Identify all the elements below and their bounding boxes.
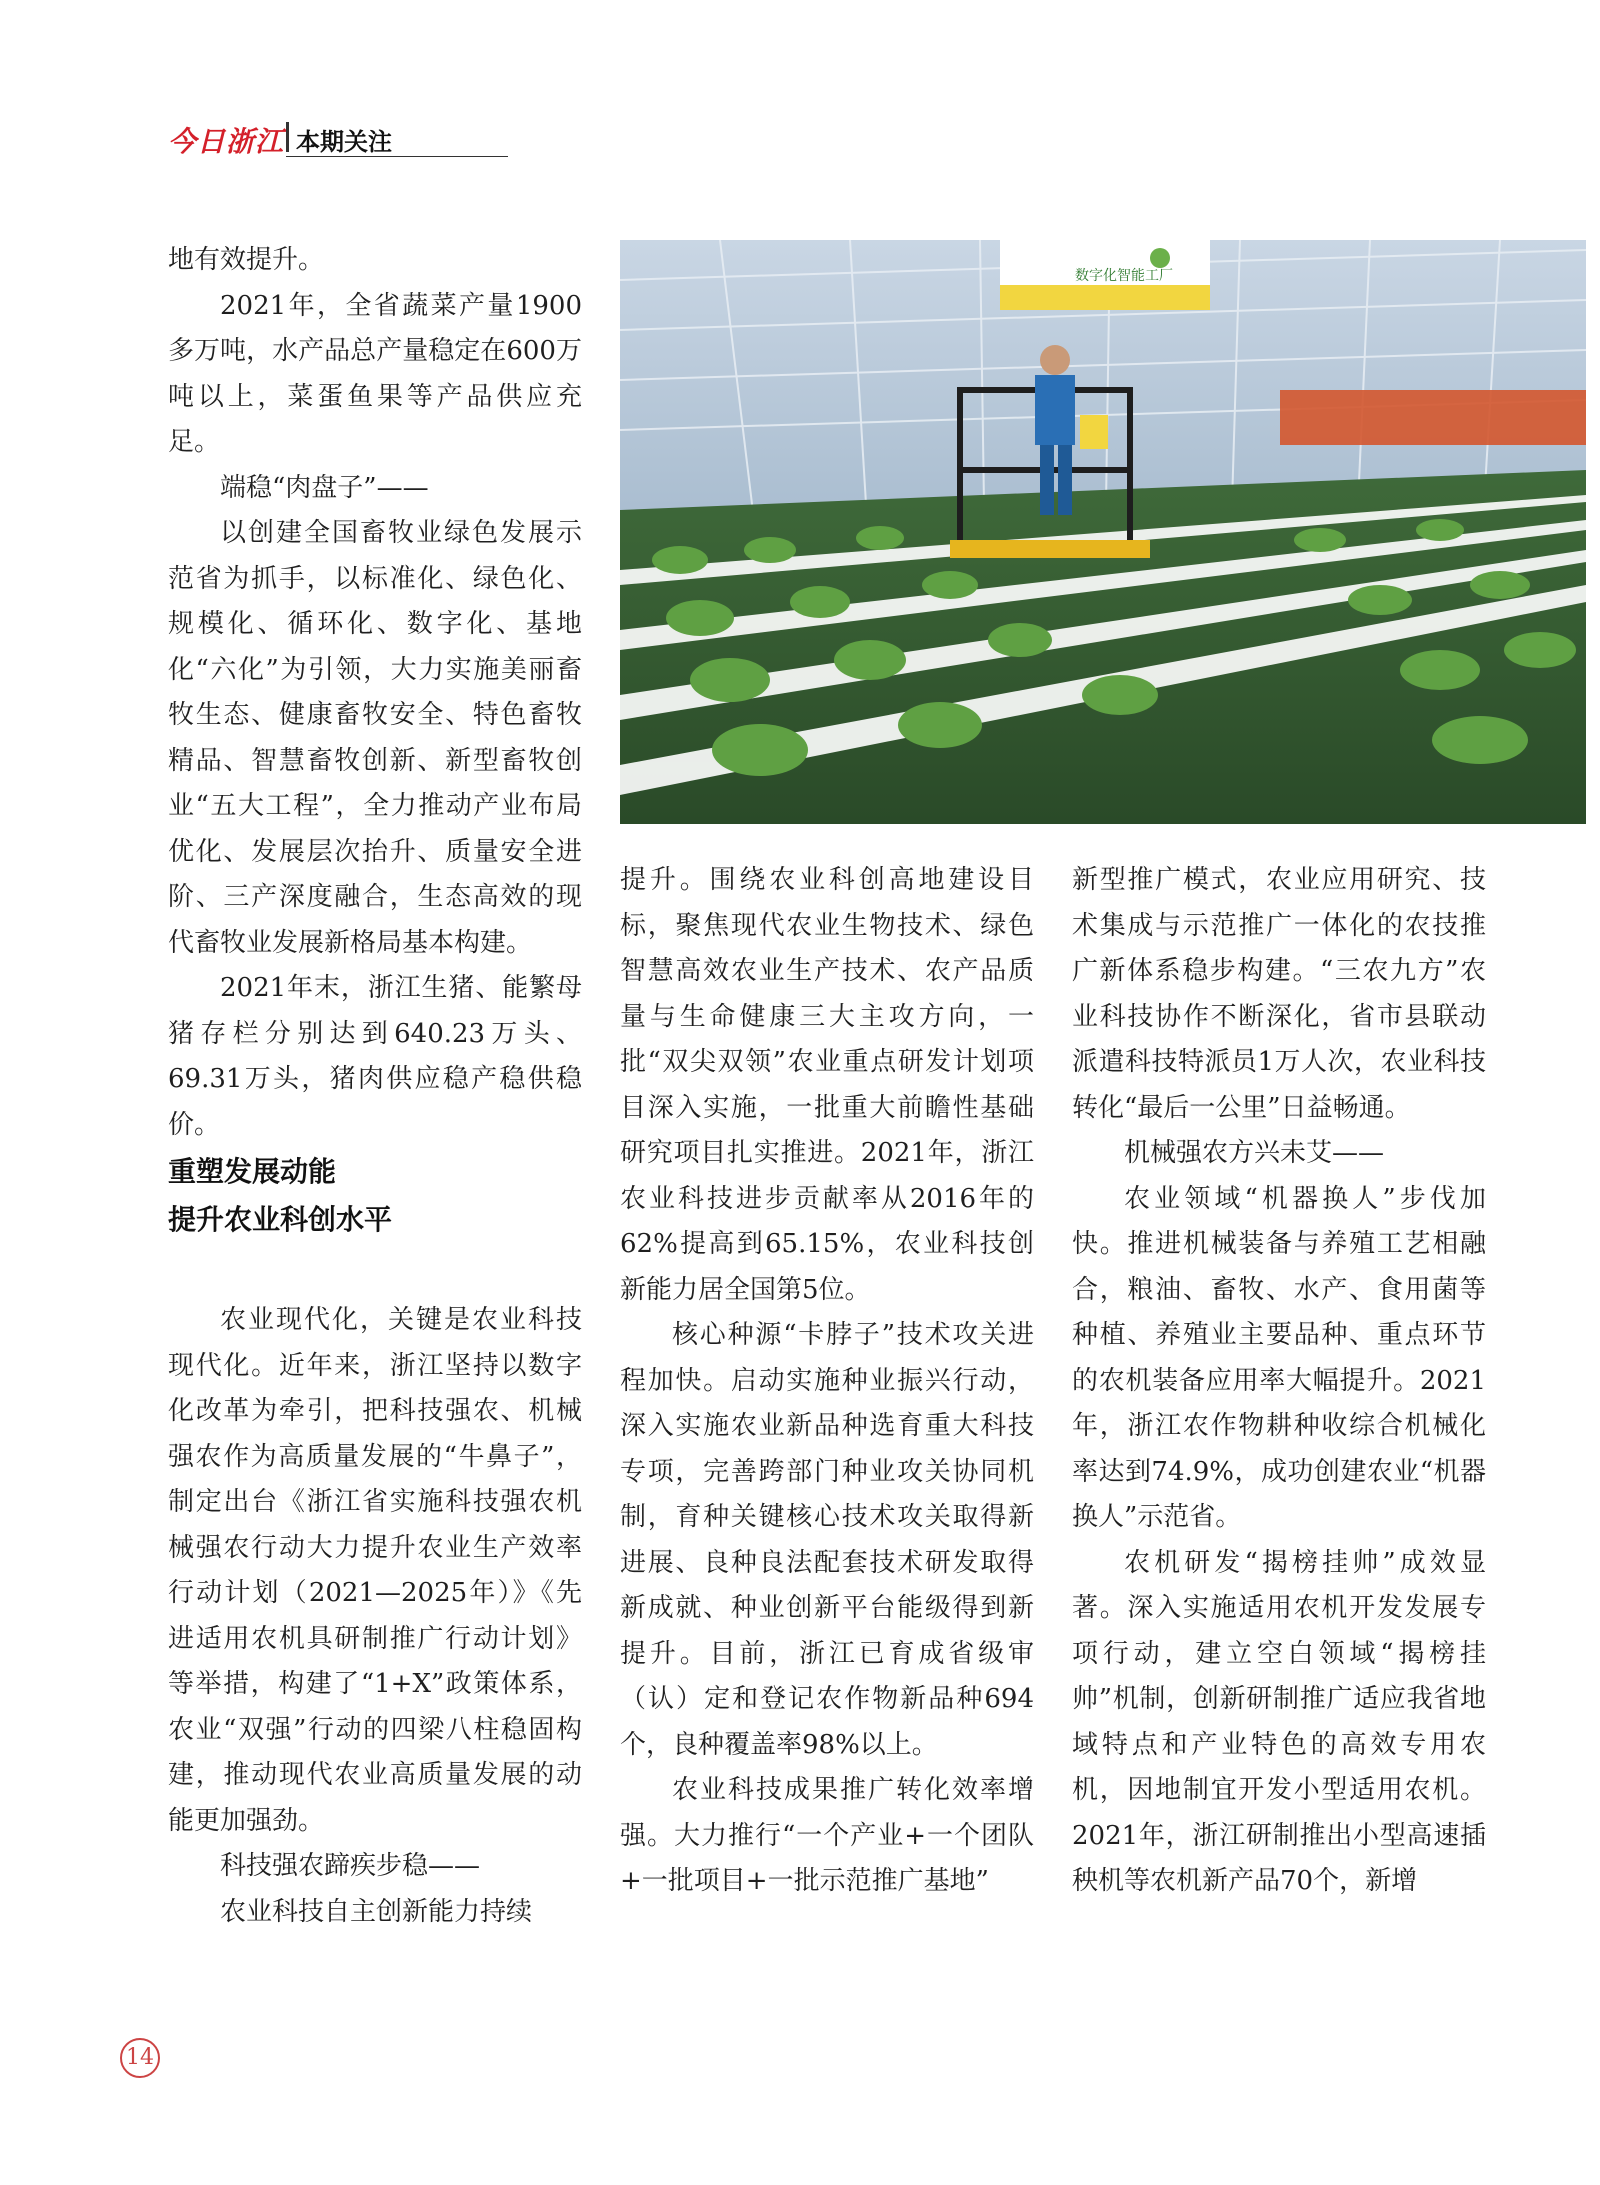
greenhouse-photo [620, 240, 1586, 824]
header-underline [286, 156, 508, 157]
paragraph: 提升。围绕农业科创高地建设目标，聚焦现代农业生物技术、绿色智慧高效农业生产技术、农产品质量与生命健康三大主攻方向，一批“双尖双领”农业重点研发计划项目深入实施，一批重大前瞻性基础研究项目扎实推进。2021年，浙江农业科技进步贡献率从2016年的62%提高到65.15%，农业科技创新能力居全国第5位。 [620, 865, 1034, 1305]
header-divider [286, 122, 289, 152]
paragraph: 农业现代化，关键是农业科技现代化。近年来，浙江坚持以数字化改革为牵引，把科技强农、机械强农作为高质量发展的“牛鼻子”，制定出台《浙江省实施科技强农机械强农行动大力提升农业生产效率行动计划（2021—2025年）》《先进适用农机具研制推广行动计划》等举措，构建了“1+X”政策体系，农业“双强”行动的四梁八柱稳固构建，推动现代农业高质量发展的动能更加强劲。 [168, 1305, 582, 1836]
section-heading [168, 1148, 582, 1244]
section-title: 本期关注 [296, 128, 392, 156]
paragraph: 新型推广模式，农业应用研究、技术集成与示范推广一体化的农技推广新体系稳步构建。“三农九方”农业科技协作不断深化，省市县联动派遣科技特派员1万人次，农业科技转化“最后一公里”日益畅通。 [1072, 865, 1486, 1123]
column-1-lower [168, 1298, 582, 1935]
page-number: 14 [120, 2038, 160, 2078]
paragraph: 农业领域“机器换人”步伐加快。推进机械装备与养殖工艺相融合，粮油、畜牧、水产、食用菌等种植、养殖业主要品种、重点环节的农机装备应用率大幅提升。2021年，浙江农作物耕种收综合机械化率达到74.9%，成功创建农业“机器换人”示范省。 [1072, 1183, 1486, 1532]
paragraph: 核心种源“卡脖子”技术攻关进程加快。启动实施种业振兴行动，深入实施农业新品种选育重大科技专项，完善跨部门种业攻关协同机制，育种关键核心技术攻关取得新进展、良种良法配套技术研发取得新成就、种业创新平台能级得到新提升。目前，浙江已育成省级审（认）定和登记农作物新品种694个，良种覆盖率98%以上。 [620, 1320, 1034, 1760]
section-heading-line-1: 重塑发展动能 [168, 1155, 337, 1188]
paragraph: 2021年末，浙江生猪、能繁母猪存栏分别达到640.23万头、69.31万头，猪肉供应稳产稳供稳价。 [168, 973, 582, 1140]
magazine-logo: 今日浙江 [168, 125, 285, 158]
paragraph: 农业科技成果推广转化效率增强。大力推行“一个产业+一个团队+一批项目+一批示范推广基地” [620, 1775, 1034, 1896]
sign-text: 数字化智能工厂 [1075, 268, 1173, 284]
subheading: 机械强农方兴未艾—— [1124, 1138, 1385, 1168]
paragraph: 农机研发“揭榜挂帅”成效显著。深入实施适用农机开发发展专项行动，建立空白领域“揭榜挂帅”机制，创新研制推广适应我省地域特点和产业特色的高效专用农机，因地制宜开发小型适用农机。2021年，浙江研制推出小型高速插秧机等农机新产品70个，新增 [1072, 1547, 1486, 1896]
paragraph: 以创建全国畜牧业绿色发展示范省为抓手，以标准化、绿色化、规模化、循环化、数字化、基地化“六化”为引领，大力实施美丽畜牧生态、健康畜牧安全、特色畜牧精品、智慧畜牧创新、新型畜牧创业“五大工程”，全力推动产业布局优化、发展层次抬升、质量安全进阶、三产深度融合，生态高效的现代畜牧业发展新格局基本构建。 [168, 518, 582, 958]
paragraph: 地有效提升。 [168, 245, 325, 275]
subheading: 端稳“肉盘子”—— [220, 472, 429, 503]
paragraph: 农业科技自主创新能力持续 [220, 1896, 533, 1927]
subheading: 科技强农蹄疾步稳—— [220, 1851, 481, 1881]
column-2 [620, 858, 1034, 1905]
column-3 [1072, 858, 1486, 1905]
paragraph: 2021年，全省蔬菜产量1900多万吨，水产品总产量稳定在600万吨以上，菜蛋鱼果等产品供应充足。 [168, 290, 582, 457]
column-1-upper [168, 238, 582, 1148]
greenhouse-illustration [620, 240, 1586, 824]
page-header [168, 118, 508, 160]
section-heading-line-2: 提升农业科创水平 [168, 1203, 393, 1236]
